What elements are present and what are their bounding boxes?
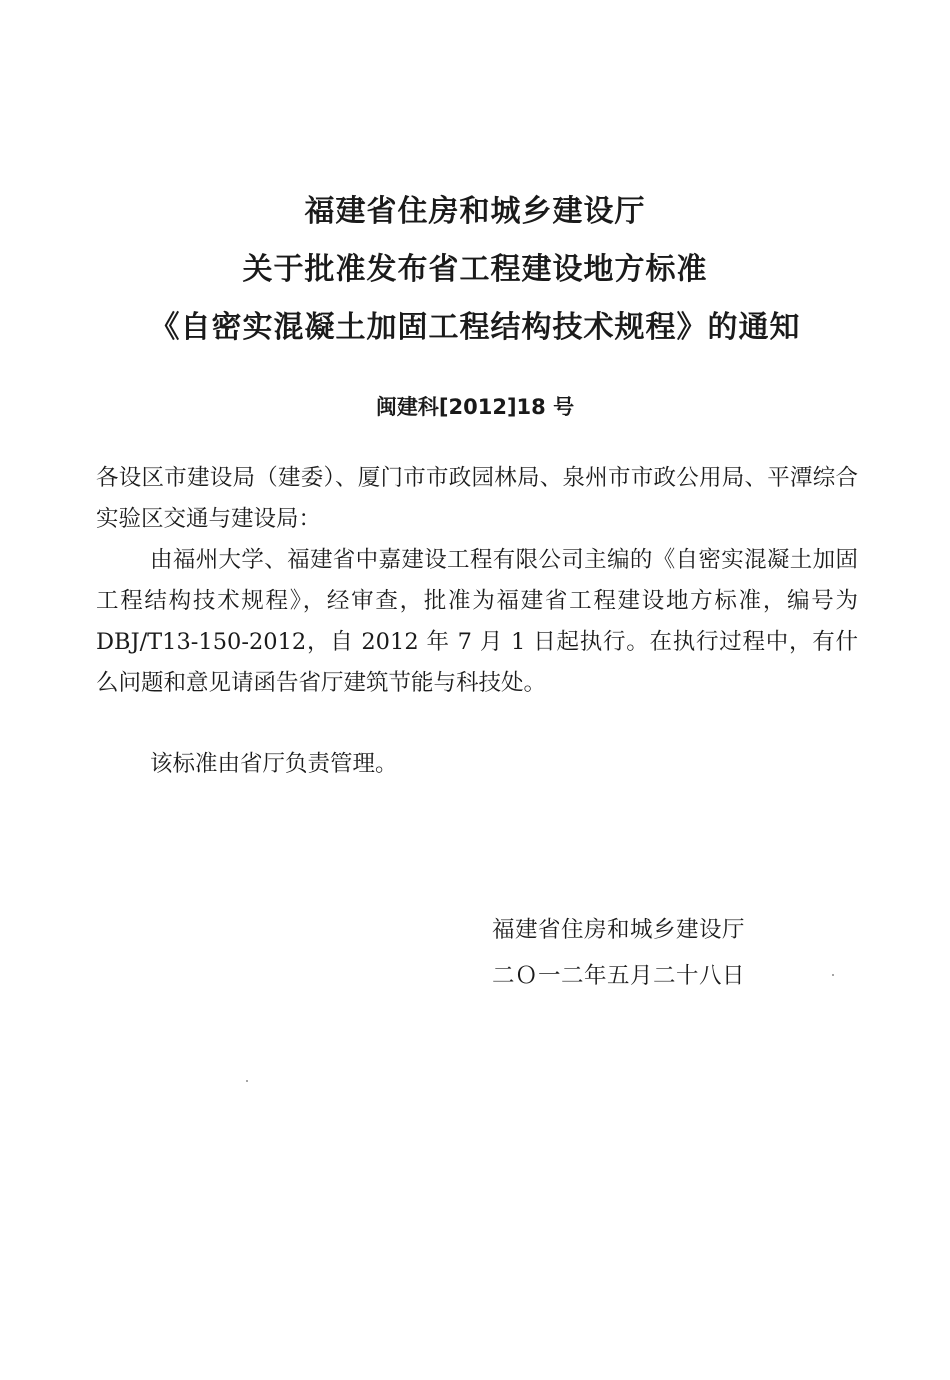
signature-date: 二Ｏ一二年五月二十八日 (492, 963, 746, 989)
body-paragraph-1: 由福州大学、福建省中嘉建设工程有限公司主编的《自密实混凝土加固工程结构技术规程》，经审查，批准为福建省工程建设地方标准，编号为 DBJ/T13-150-2012，自 2012 年 7 月 1 日起执行。在执行过程中，有什么问题和意见请函告省厅建筑节能与科技处。 (96, 547, 858, 696)
scan-speck (246, 1080, 248, 1082)
body-paragraph-2: 该标准由省厅负责管理。 (150, 751, 398, 777)
addressee: 各设区市建设局（建委）、厦门市市政园林局、泉州市市政公用局、平潭综合实验区交通与建设局： (96, 465, 858, 532)
title-line-1: 福建省住房和城乡建设厅 (304, 194, 646, 229)
title-line-2: 关于批准发布省工程建设地方标准 (242, 252, 708, 287)
document-number: 闽建科[2012]18 号 (375, 395, 575, 419)
scan-speck (832, 974, 834, 976)
signature-organization: 福建省住房和城乡建设厅 (492, 917, 746, 943)
title-line-3: 《自密实混凝土加固工程结构技术规程》的通知 (149, 310, 801, 345)
